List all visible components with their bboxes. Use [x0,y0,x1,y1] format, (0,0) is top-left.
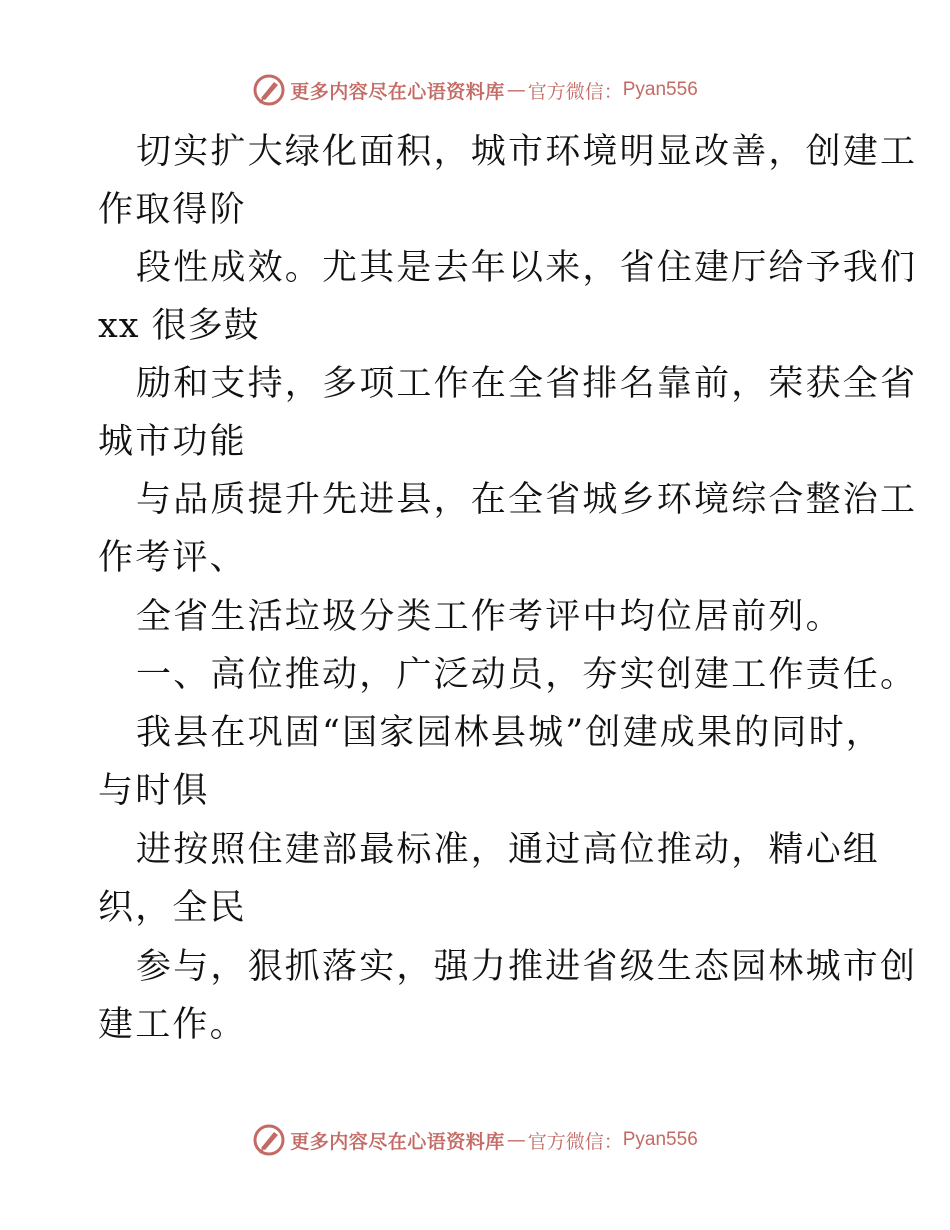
section-heading: 一、高位推动，广泛动员，夯实创建工作责任。 [136,655,918,695]
body-line: xx 很多鼓 [98,306,260,346]
quill-pen-seal-icon [252,73,286,107]
banner-dash: — [506,79,526,101]
body-line: 与品质提升先进县，在全省城乡环境综合整治工 [136,480,918,520]
body-line: 城市功能 [98,422,247,462]
quill-pen-seal-icon [252,1123,286,1157]
banner-dash: — [506,1129,526,1151]
header-watermark-banner [0,70,950,110]
banner-label: 官方微信： [527,80,623,103]
body-line: 进按照住建部最标准，通过高位推动，精心组 [136,830,881,870]
body-line: 切实扩大绿化面积，城市环境明显改善，创建工 [136,132,918,172]
banner-brand-text: 更多内容尽在心语资料库 [290,1130,505,1153]
body-line: 作考评、 [98,538,247,578]
body-line: 参与，狠抓落实，强力推进省级生态园林城市创 [136,947,918,987]
body-line: 与时俱 [98,771,210,811]
body-line: 全省生活垃圾分类工作考评中均位居前列。 [136,597,843,637]
body-line: 励和支持，多项工作在全省排名靠前，荣获全省 [136,364,918,404]
banner-brand-text: 更多内容尽在心语资料库 [290,80,505,103]
body-line: 作取得阶 [98,190,247,230]
banner-wechat-id: Pyan556 [622,1129,698,1150]
body-line: 织，全民 [98,888,247,928]
body-line: 段性成效。尤其是去年以来，省住建厅给予我们 [136,248,918,288]
banner-wechat-id: Pyan556 [622,79,698,100]
body-line: 建工作。 [98,1005,247,1045]
banner-label: 官方微信： [527,1130,623,1153]
footer-watermark-banner [0,1120,950,1160]
body-line: 我县在巩固“国家园林县城”创建成果的同时， [136,713,883,753]
